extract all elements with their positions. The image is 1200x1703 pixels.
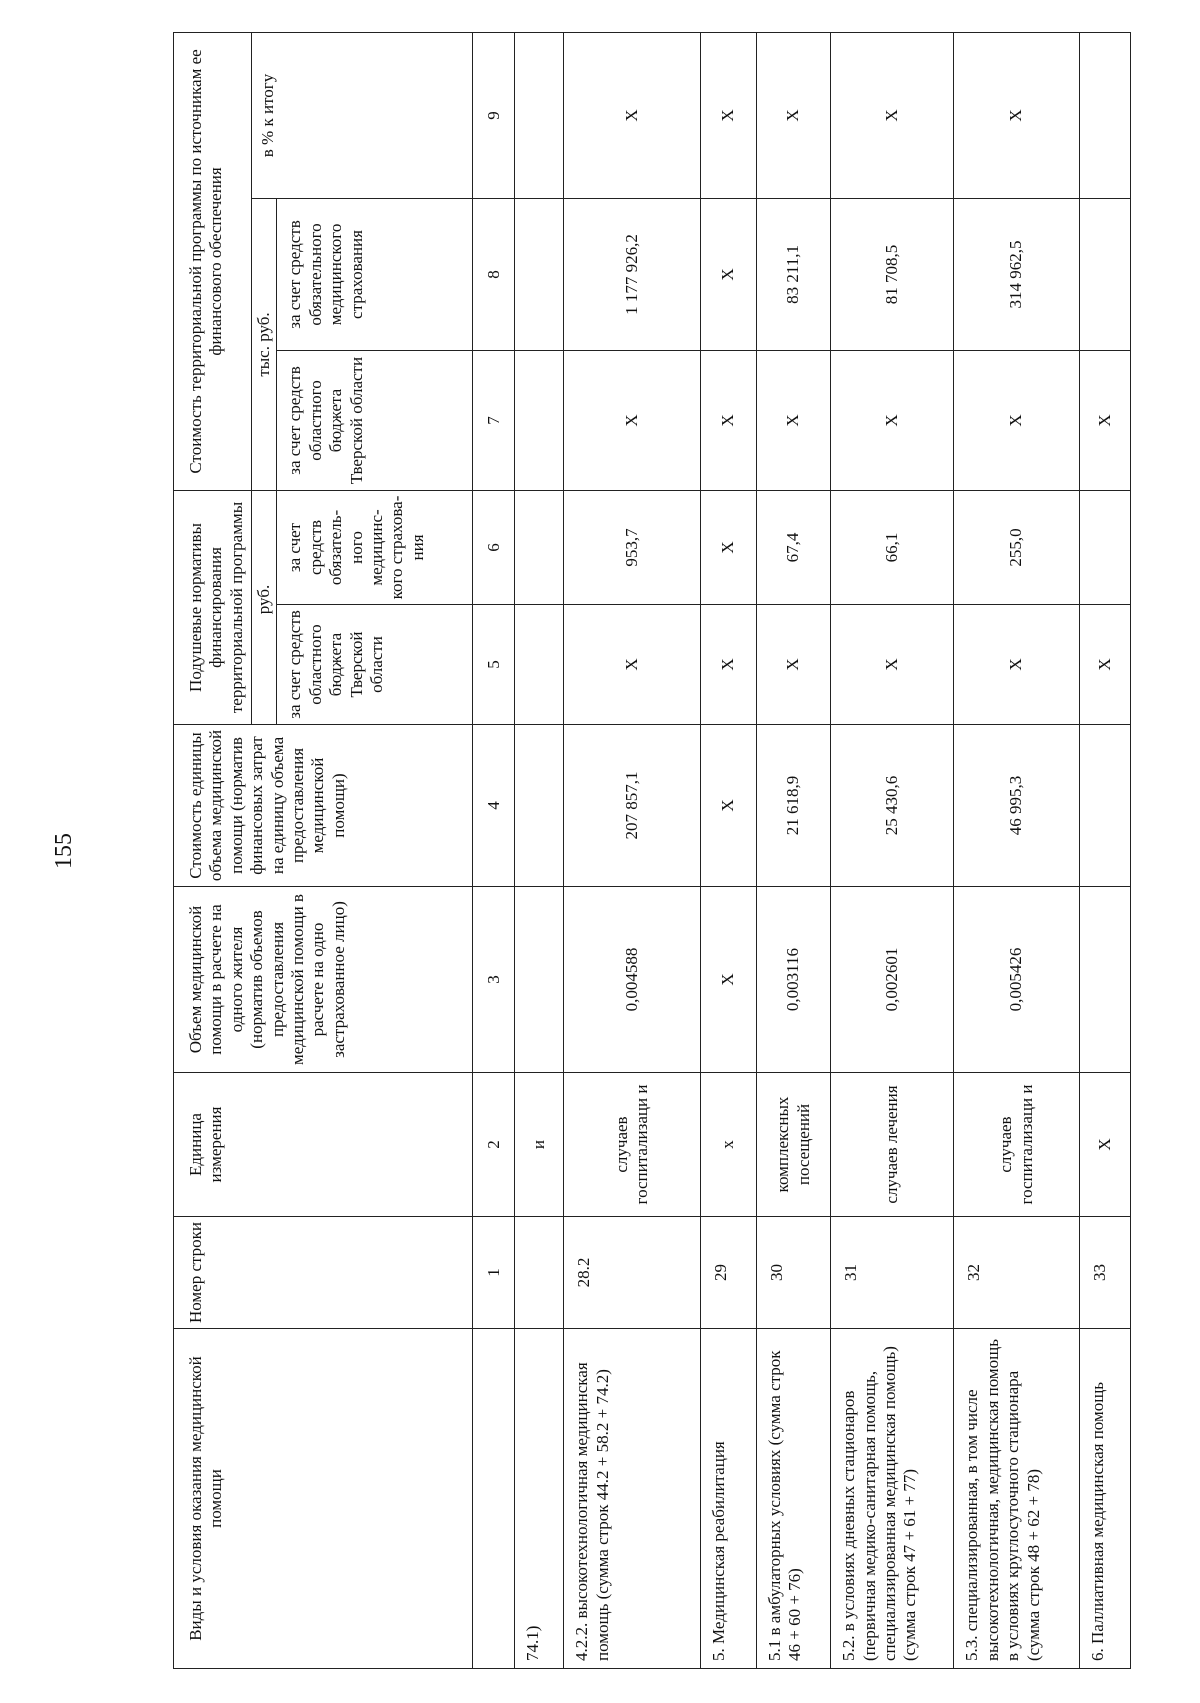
table-row (564, 32, 701, 1668)
norm-oms-cell (1079, 490, 1130, 604)
cost-oms-cell: 1 177 926,2 (564, 198, 701, 350)
care-type-cell: 5.2. в условиях дневных стационаров (первичная медико-санитарная помощь, специализированная медицинская помощь) (сумма строк 47 + 61 + 77) (831, 1329, 954, 1669)
cost-oms-cell: 81 708,5 (831, 198, 954, 350)
row-number-cell (515, 1217, 564, 1329)
column-number: 6 (473, 490, 515, 604)
norm-budget-cell: X (756, 605, 830, 725)
header-program-cost: Стоимость территориальной программы по источникам ее финансового обеспечения (174, 32, 252, 490)
row-number-cell: 28.2 (564, 1217, 701, 1329)
cost-budget-cell: X (756, 350, 830, 490)
header-norm-oms: за счет средств обязатель-ного медицинс-кого страхова-ния (277, 490, 473, 604)
unit-cell: случаев госпитализаци и (954, 1073, 1079, 1217)
cost-oms-cell (515, 198, 564, 350)
cost-budget-cell: X (564, 350, 701, 490)
percent-cell: X (564, 32, 701, 198)
volume-cell: 0,002601 (831, 887, 954, 1073)
header-volume: Объем медицинской помощи в расчете на одного жителя (норматив объемов предоставления медицинской помощи в расчете на одно застрахованное лицо) (174, 887, 473, 1073)
medical-care-cost-table (173, 32, 1131, 1669)
cost-oms-cell: 314 962,5 (954, 198, 1079, 350)
table-row (831, 32, 954, 1668)
unit-cell: и (515, 1073, 564, 1217)
unit-cell: комплексных посещений (756, 1073, 830, 1217)
percent-cell: X (831, 32, 954, 198)
column-number: 8 (473, 198, 515, 350)
column-number: 4 (473, 725, 515, 887)
norm-oms-cell (515, 490, 564, 604)
norm-budget-cell: X (1079, 605, 1130, 725)
care-type-cell: 5.1 в амбулаторных условиях (сумма строк 46 + 60 + 76) (756, 1329, 830, 1669)
volume-cell: 0,005426 (954, 887, 1079, 1073)
volume-cell: 0,004588 (564, 887, 701, 1073)
header-norm-budget: за счет средств областного бюджета Тверской области (277, 605, 473, 725)
page-number: 155 (50, 833, 77, 869)
column-number: 7 (473, 350, 515, 490)
column-number: 3 (473, 887, 515, 1073)
percent-cell: X (701, 32, 757, 198)
percent-cell: X (756, 32, 830, 198)
norm-oms-cell: 953,7 (564, 490, 701, 604)
row-number-cell: 29 (701, 1217, 757, 1329)
header-cost-budget: за счет средств областного бюджета Тверской области (277, 350, 473, 490)
cost-budget-cell: X (954, 350, 1079, 490)
norm-budget-cell: X (954, 605, 1079, 725)
cost-oms-cell: X (701, 198, 757, 350)
percent-cell (515, 32, 564, 198)
unit-cost-cell: 25 430,6 (831, 725, 954, 887)
column-number (473, 1329, 515, 1669)
unit-cell: X (1079, 1073, 1130, 1217)
header-unit: Единица измерения (174, 1073, 473, 1217)
table-row (701, 32, 757, 1668)
header-cost-oms: за счет средств обязательного медицинского страхования (277, 198, 473, 350)
header-per-capita-norms: Подушевые нормативы финансирования территориальной программы (174, 490, 252, 724)
column-number: 5 (473, 605, 515, 725)
unit-cell: x (701, 1073, 757, 1217)
norm-oms-cell: 255,0 (954, 490, 1079, 604)
cost-oms-cell (1079, 198, 1130, 350)
cost-budget-cell (515, 350, 564, 490)
column-number-row (473, 32, 515, 1668)
norm-budget-cell: X (701, 605, 757, 725)
unit-cost-cell: 46 995,3 (954, 725, 1079, 887)
unit-cost-cell (1079, 725, 1130, 887)
header-row-number: Номер строки (174, 1217, 473, 1329)
header-cost-unit: тыс. руб. (252, 198, 277, 490)
unit-cost-cell (515, 725, 564, 887)
care-type-cell: 74.1) (515, 1329, 564, 1669)
row-number-cell: 33 (1079, 1217, 1130, 1329)
table-row (1079, 32, 1130, 1668)
cost-oms-cell: 83 211,1 (756, 198, 830, 350)
unit-cell: случаев лечения (831, 1073, 954, 1217)
row-number-cell: 30 (756, 1217, 830, 1329)
cost-budget-cell: X (831, 350, 954, 490)
column-number: 2 (473, 1073, 515, 1217)
table-row (954, 32, 1079, 1668)
row-number-cell: 32 (954, 1217, 1079, 1329)
cost-budget-cell: X (1079, 350, 1130, 490)
norm-oms-cell: 66,1 (831, 490, 954, 604)
unit-cost-cell: 21 618,9 (756, 725, 830, 887)
percent-cell: X (954, 32, 1079, 198)
header-percent: в % к итогу (252, 32, 473, 198)
unit-cost-cell: X (701, 725, 757, 887)
volume-cell (1079, 887, 1130, 1073)
unit-cost-cell: 207 857,1 (564, 725, 701, 887)
table-row (515, 32, 564, 1668)
rotated-table-sheet (173, 33, 1131, 1669)
care-type-cell: 6. Паллиативная медицинская помощь (1079, 1329, 1130, 1669)
care-type-cell: 4.2.2. высокотехнологичная медицинская помощь (сумма строк 44.2 + 58.2 + 74.2) (564, 1329, 701, 1669)
norm-oms-cell: 67,4 (756, 490, 830, 604)
norm-budget-cell: X (564, 605, 701, 725)
header-care-type: Виды и условия оказания медицинской помощи (174, 1329, 473, 1669)
care-type-cell: 5.3. специализированная, в том числе высокотехнологичная, медицинская помощь в условиях круглосуточного стационара (сумма строк 48 + 62 + 78) (954, 1329, 1079, 1669)
header-unit-cost: Стоимость единицы объема медицинской помощи (норматив финансовых затрат на единицу объема предоставления медицинской помощи) (174, 725, 473, 887)
norm-oms-cell: X (701, 490, 757, 604)
unit-cell: случаев госпитализаци и (564, 1073, 701, 1217)
volume-cell: 0,003116 (756, 887, 830, 1073)
column-number: 1 (473, 1217, 515, 1329)
row-number-cell: 31 (831, 1217, 954, 1329)
table-row (756, 32, 830, 1668)
volume-cell (515, 887, 564, 1073)
norm-budget-cell: X (831, 605, 954, 725)
cost-budget-cell: X (701, 350, 757, 490)
volume-cell: X (701, 887, 757, 1073)
percent-cell (1079, 32, 1130, 198)
column-number: 9 (473, 32, 515, 198)
care-type-cell: 5. Медицинская реабилитация (701, 1329, 757, 1669)
header-norms-unit: руб. (252, 490, 277, 724)
norm-budget-cell (515, 605, 564, 725)
